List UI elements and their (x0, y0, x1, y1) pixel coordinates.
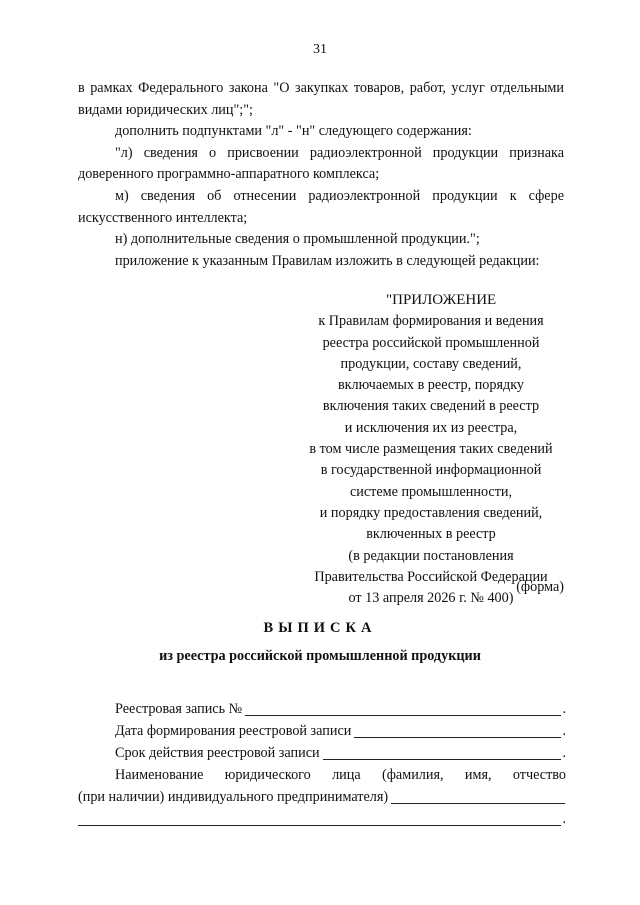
paragraph: приложение к указанным Правилам изложить в следующей редакции: (115, 252, 540, 269)
field-legal-name (78, 786, 566, 808)
appendix-line: к Правилам формирования и ведения (318, 313, 544, 330)
appendix-line: Правительства Российской Федерации (314, 568, 548, 585)
field-label: (при наличии) индивидуального предпринимателя) (78, 789, 389, 805)
body-text (78, 78, 564, 272)
label-word: (фамилия, (382, 767, 444, 783)
field-legal-name-continued (78, 808, 566, 830)
paragraph: "л) сведения о присвоении радиоэлектронной продукции признака доверенного программно-аппаратного комплекса; (78, 144, 564, 183)
legal-name-blank[interactable] (391, 788, 565, 804)
end-punct: . (562, 811, 566, 827)
field-registry-entry (78, 698, 566, 720)
paragraph: н) дополнительные сведения о промышленной продукции."; (115, 231, 480, 248)
end-punct: . (562, 745, 566, 761)
formation-date-blank[interactable] (354, 722, 561, 738)
label-word: отчество (512, 767, 566, 783)
appendix-line: и порядку предоставления сведений, (319, 504, 543, 521)
appendix-line: включаемых в реестр, порядку (337, 377, 525, 394)
field-validity-period (78, 742, 566, 764)
label-word: имя, (464, 767, 492, 783)
label-word: Наименование (115, 767, 204, 783)
appendix-line: включенных в реестр (366, 526, 496, 543)
paragraph: дополнить подпунктами "л" - "н" следующего содержания: (115, 123, 472, 140)
appendix-line: и исключения их из реестра, (344, 419, 518, 436)
appendix-line: включения таких сведений в реестр (322, 398, 540, 415)
form-fields (78, 698, 566, 830)
registry-entry-blank[interactable] (245, 700, 561, 716)
appendix-title: "ПРИЛОЖЕНИЕ (386, 292, 497, 308)
form-label: (форма) (516, 579, 564, 595)
appendix-header (296, 290, 566, 609)
field-formation-date (78, 720, 566, 742)
field-label: Реестровая запись № (115, 701, 243, 717)
field-label: Дата формирования реестровой записи (115, 723, 352, 739)
appendix-line: (в редакции постановления (348, 547, 514, 564)
appendix-line: системе промышленности, (349, 483, 513, 500)
page-number: 31 (313, 42, 327, 57)
appendix-line: в том числе размещения таких сведений (309, 441, 553, 458)
field-label: Срок действия реестровой записи (115, 745, 320, 761)
document-title: ВЫПИСКА (263, 620, 377, 636)
paragraph: м) сведения об отнесении радиоэлектронной продукции к сфере искусственного интеллекта; (78, 187, 564, 226)
label-word: лица (332, 767, 361, 783)
appendix-line: реестра российской промышленной (322, 334, 540, 351)
end-punct: . (562, 723, 566, 739)
legal-name-blank-continued[interactable] (78, 810, 561, 826)
validity-period-blank[interactable] (323, 744, 562, 760)
appendix-line: продукции, составу сведений, (340, 355, 522, 372)
label-word: юридического (224, 767, 311, 783)
document-subtitle: из реестра российской промышленной продукции (159, 648, 481, 664)
paragraph: в рамках Федерального закона "О закупках товаров, работ, услуг отдельными видами юридических лиц";"; (78, 80, 564, 118)
end-punct: . (562, 701, 566, 717)
appendix-line: от 13 апреля 2026 г. № 400) (348, 590, 514, 607)
appendix-line: в государственной информационной (320, 462, 542, 479)
field-legal-name-label (78, 764, 566, 786)
